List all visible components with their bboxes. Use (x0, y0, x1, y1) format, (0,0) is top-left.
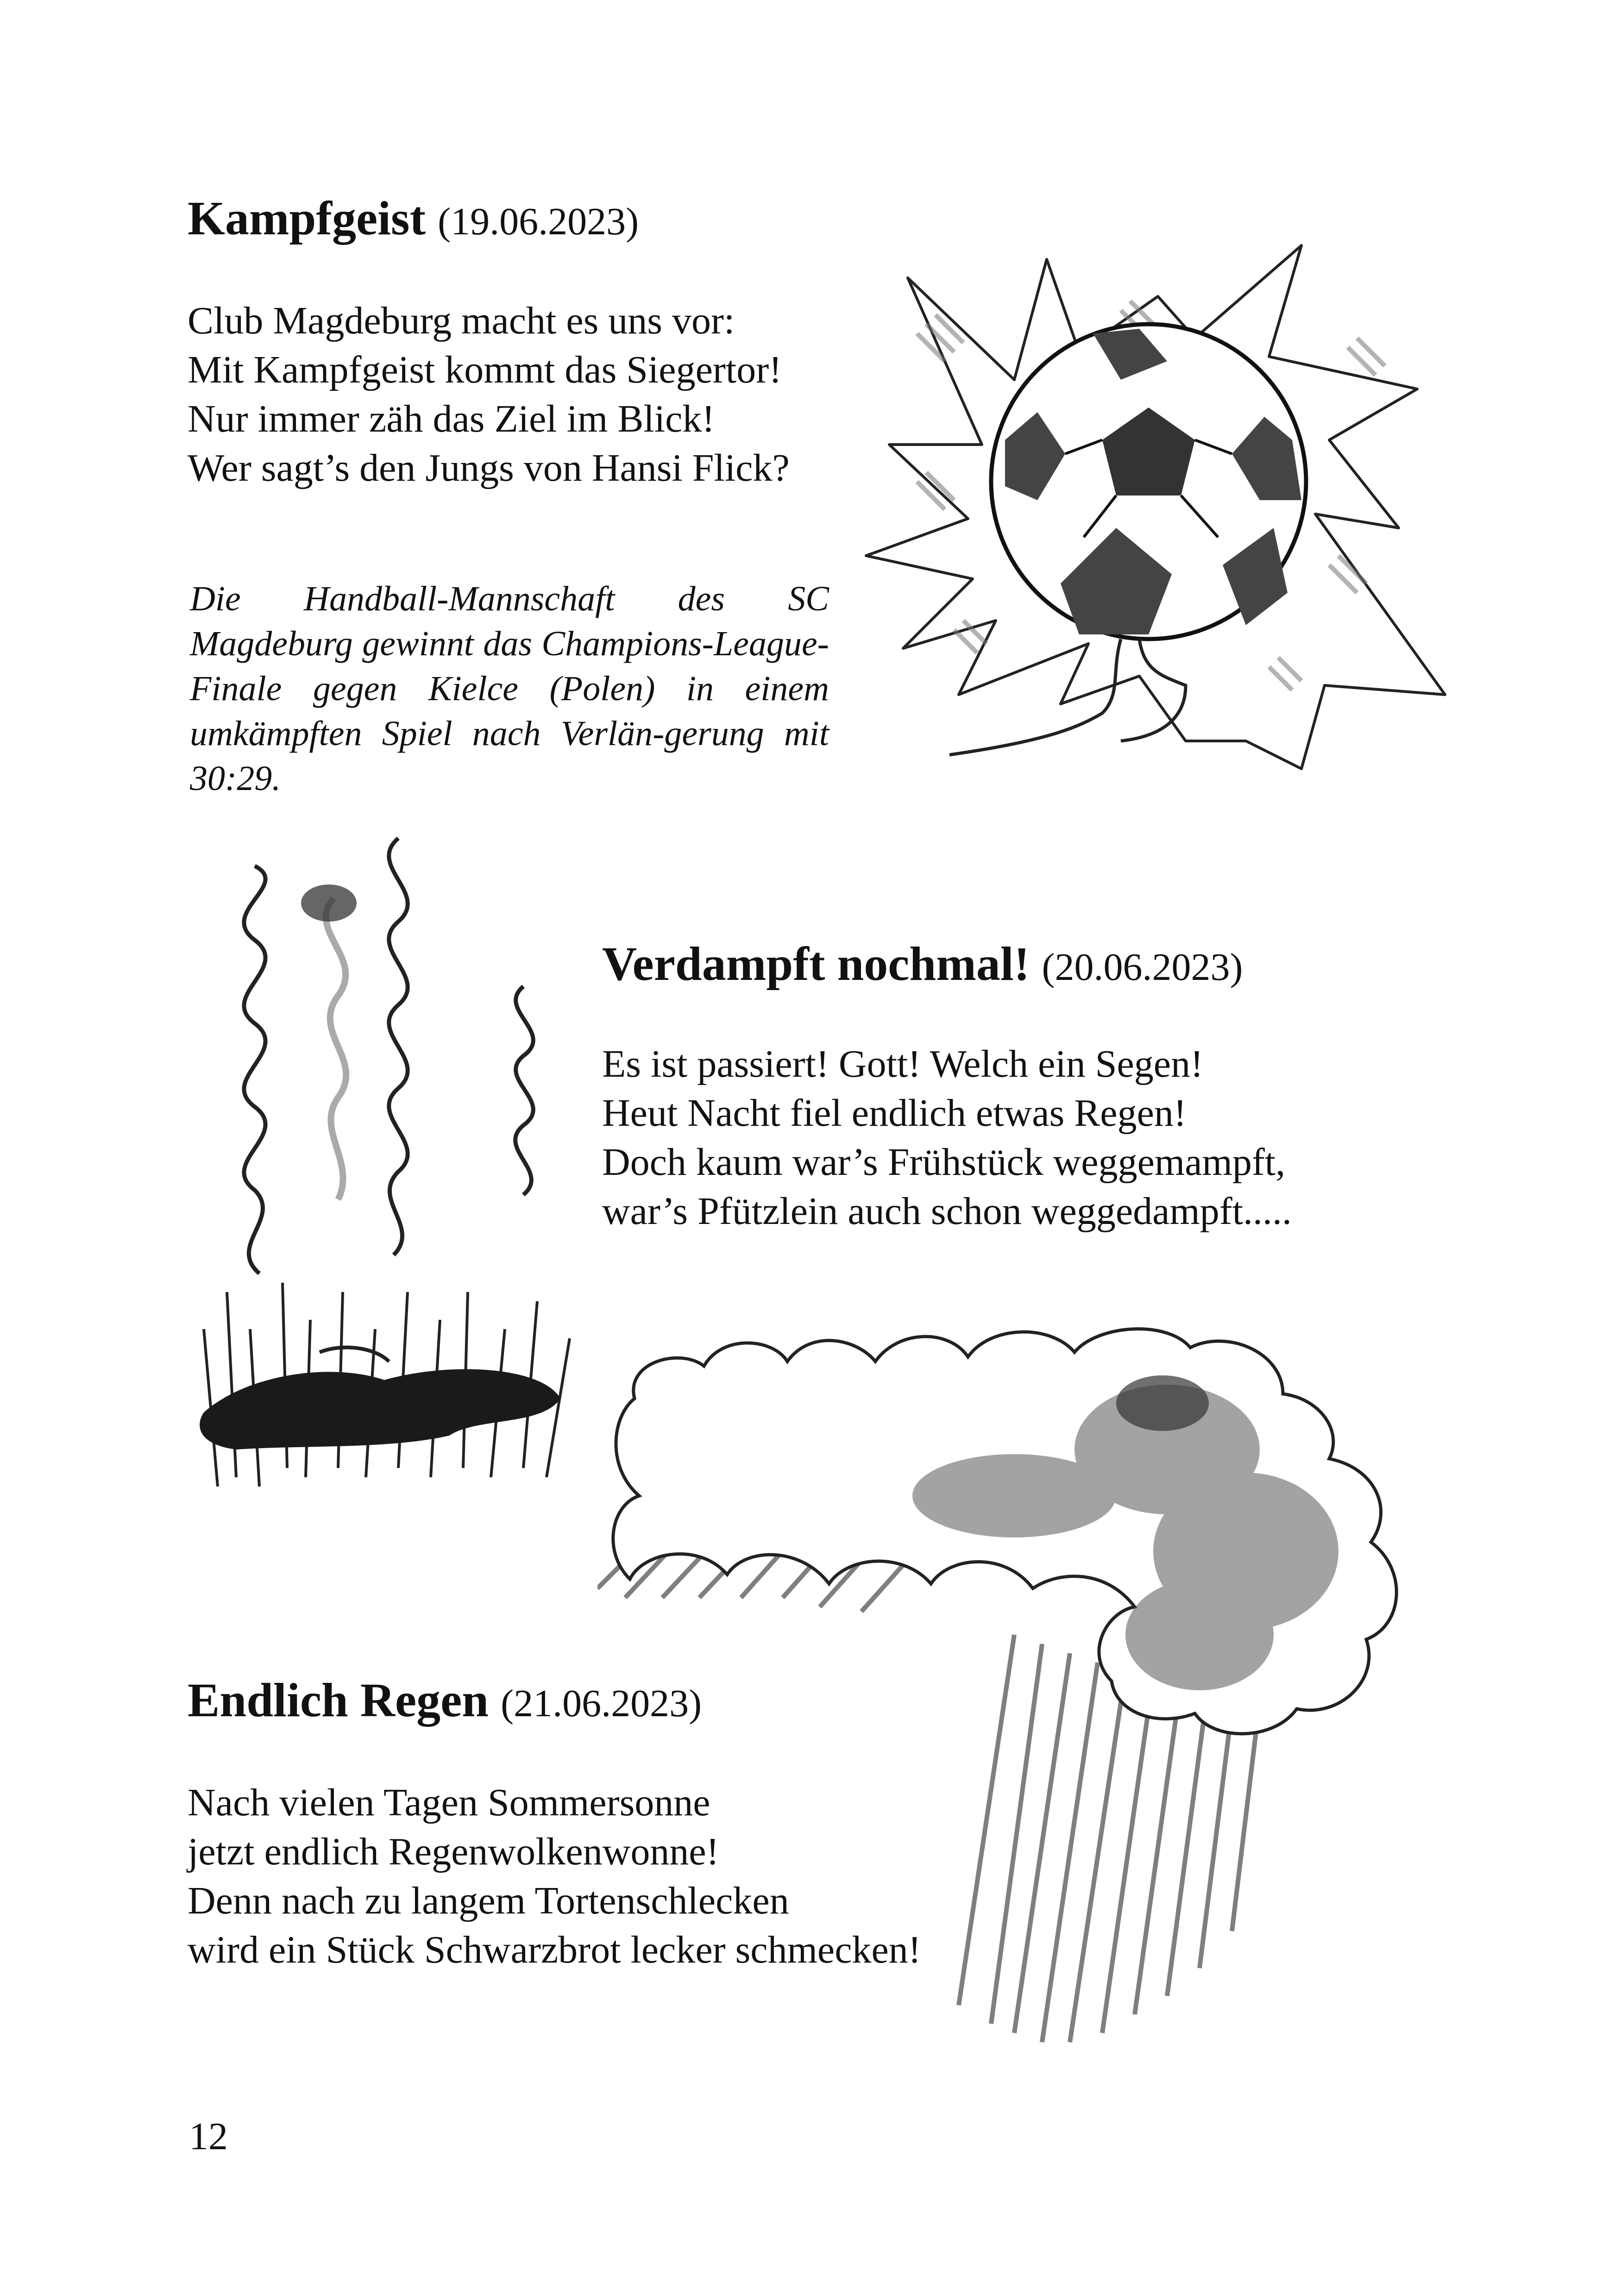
verse-line: Heut Nacht fiel endlich etwas Regen! (602, 1092, 1187, 1135)
soccer-ball-sun-illustration (861, 241, 1454, 787)
verse-line: wird ein Stück Schwarzbrot lecker schmecken! (188, 1928, 921, 1971)
poem-1-date: (19.06.2023) (438, 200, 639, 243)
verse-line: Nur immer zäh das Ziel im Blick! (188, 397, 715, 440)
verse-line: Wer sagt’s den Jungs von Hansi Flick? (188, 446, 790, 489)
verse-line: war’s Pfützlein auch schon weggedampft..... (602, 1190, 1292, 1233)
steaming-puddle-illustration (190, 829, 597, 1514)
poem-1-title-text: Kampfgeist (188, 192, 426, 245)
verse-line: Club Magdeburg macht es uns vor: (188, 299, 735, 342)
verse-line: Doch kaum war’s Frühstück weggemampft, (602, 1141, 1286, 1184)
poem-1-verse (188, 296, 790, 493)
poem-3-title-text: Endlich Regen (188, 1674, 489, 1727)
poem-2-date: (20.06.2023) (1042, 946, 1243, 989)
poem-3-title (188, 1674, 702, 1727)
verse-line: Nach vielen Tagen Sommersonne (188, 1781, 710, 1824)
verse-line: Es ist passiert! Gott! Welch ein Segen! (602, 1042, 1204, 1085)
verse-line: Mit Kampfgeist kommt das Siegertor! (188, 348, 782, 391)
poem-3-verse (188, 1778, 921, 1975)
verse-line: jetzt endlich Regenwolkenwonne! (188, 1830, 719, 1873)
poem-1-title (188, 192, 639, 245)
poem-2-verse (602, 1040, 1292, 1236)
poem-2-title-text: Verdampft nochmal! (602, 937, 1030, 991)
page-number: 12 (189, 2115, 228, 2158)
poem-3-date: (21.06.2023) (501, 1682, 702, 1725)
verse-line: Denn nach zu langem Tortenschlecken (188, 1879, 789, 1922)
poem-2-title (602, 938, 1243, 991)
poem-1-note: Die Handball-Mannschaft des SC Magdeburg gewinnt das Champions-League-Finale gegen Kielce (Polen) in einem umkämpften Spiel nach Verlän-gerung mit 30:29. (190, 579, 829, 798)
